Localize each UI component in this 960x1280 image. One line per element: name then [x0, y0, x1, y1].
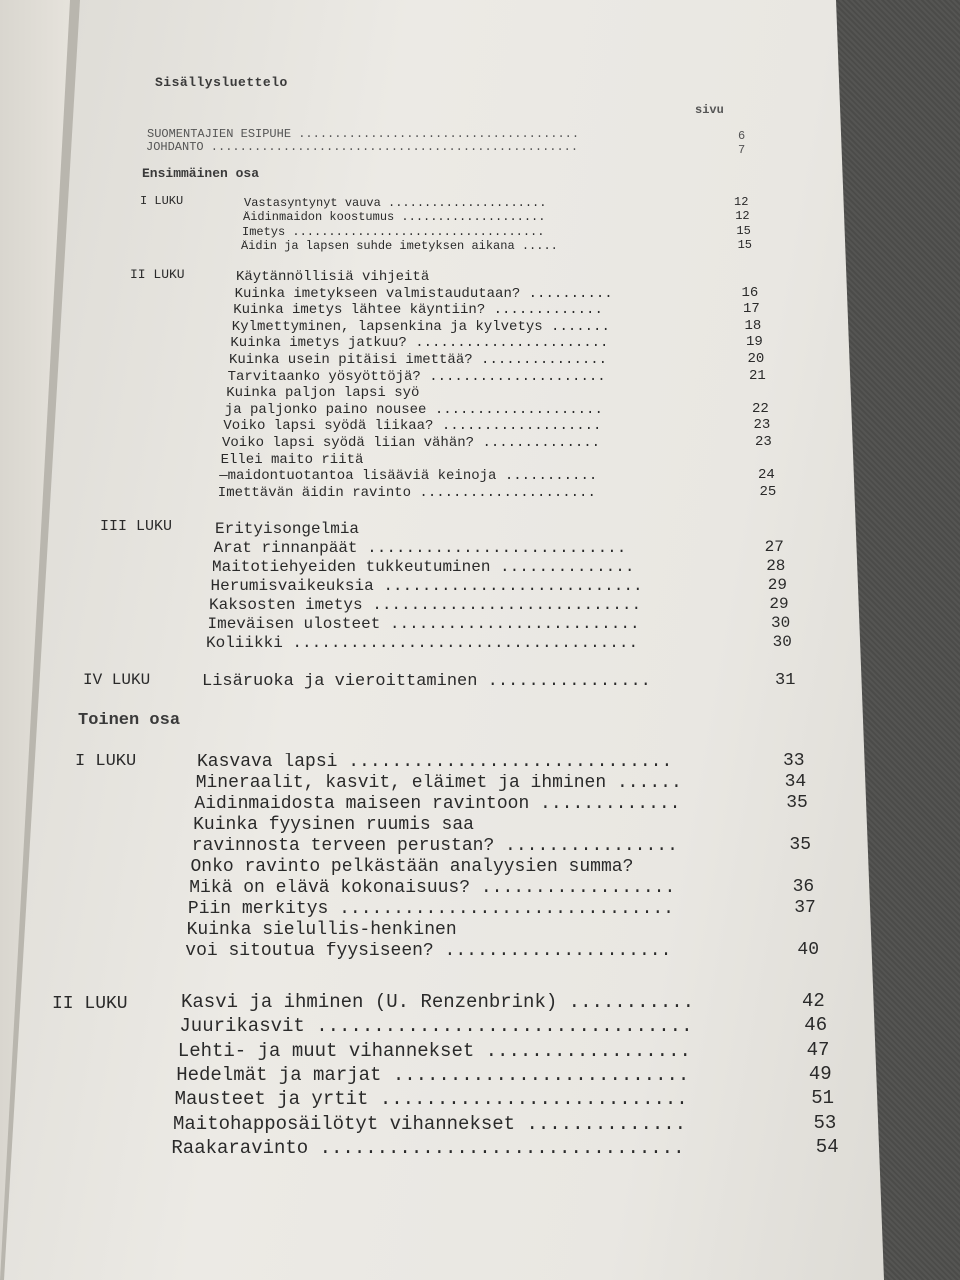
toc-entry-page: 46: [804, 1014, 828, 1037]
page-title: Sisällysluettelo: [155, 75, 288, 90]
part1-chapter-label: III LUKU: [100, 518, 173, 535]
toc-entry-title: ja paljonko paino nousee ....................: [224, 402, 603, 417]
toc-entry-page: 42: [802, 990, 825, 1012]
part2-title: Toinen osa: [78, 711, 181, 730]
toc-entry-title: Piin merkitys ...............................: [187, 900, 674, 918]
toc-entry-title: Mausteet ja yrtit ...........................: [174, 1090, 688, 1110]
toc-entry-page: 21: [749, 367, 766, 384]
part1-chapter-label: I LUKU: [140, 194, 184, 208]
toc-entry-title: Ellei maito riitä: [220, 451, 364, 468]
toc-entry-title: Kuinka usein pitäisi imettää? ...............: [229, 353, 608, 367]
toc-entry-title: Äidinmaidon koostumus ....................: [243, 211, 546, 224]
toc-entry-page: 27: [764, 538, 784, 556]
toc-entry-title: Kuinka paljon lapsi syö: [226, 385, 420, 402]
toc-entry-title: Herumisvaikeuksia ...........................: [210, 578, 643, 594]
toc-entry-page: 12: [735, 209, 750, 224]
part2-chapter-label: I LUKU: [75, 752, 137, 771]
toc-entry-page: 16: [741, 284, 759, 301]
toc-entry-title: Raakaravinto ................................: [171, 1138, 685, 1158]
toc-entry-page: 28: [766, 557, 786, 575]
toc-entry-page: 22: [752, 400, 769, 417]
part2-chapter-label: II LUKU: [52, 994, 128, 1014]
toc-entry-page: 34: [784, 772, 807, 792]
toc-entry-page: 30: [772, 633, 792, 651]
toc-entry-title: ravinnosta terveen perustan? ................: [191, 837, 678, 855]
toc-entry-page: 51: [811, 1087, 834, 1110]
toc-entry-title: Erityisongelmia: [215, 520, 360, 538]
toc-entry-page: 15: [737, 237, 752, 252]
toc-entry-title: Äidinmaidosta maiseen ravintoon .............: [194, 795, 681, 813]
toc-entry-title: Voiko lapsi syödä liikaa? ...................: [223, 419, 602, 434]
toc-entry-page: 18: [744, 317, 762, 334]
toc-entry-title: Arat rinnanpäät ...........................: [213, 540, 627, 556]
toc-entry-page: 15: [736, 223, 751, 238]
toc-entry-title: Käytännöllisiä vihjeitä: [236, 269, 430, 285]
toc-entry-title: Imetys ...................................: [242, 225, 545, 238]
toc-entry-title: Hedelmät ja marjat ..........................: [176, 1065, 690, 1085]
toc-entry-title: Koliikki ....................................: [206, 635, 639, 651]
toc-entry-title: Imeväisen ulosteet ..........................: [207, 616, 640, 632]
part1-chapter-label: II LUKU: [130, 267, 185, 282]
front-matter-johdanto: JOHDANTO ...................................................: [146, 140, 579, 154]
toc-entry-title: Juurikasvit .................................: [179, 1017, 693, 1037]
page-column-label: sivu: [695, 103, 724, 117]
toc-entry-title: Mikä on elävä kokonaisuus? ..................: [189, 879, 676, 897]
toc-entry-title: Äidin ja lapsen suhde imetyksen aikana .....: [241, 239, 558, 252]
toc-entry-title: Onko ravinto pelkästään analyysien summa?: [190, 857, 634, 877]
toc-entry-page: 29: [767, 576, 787, 594]
toc-entry-page: 23: [755, 434, 772, 450]
toc-entry-page: 31: [775, 671, 796, 690]
toc-entry-title: Maitohapposäilötyt vihannekset ..............: [173, 1114, 687, 1134]
toc-entry-page: 12: [734, 195, 749, 209]
toc-entry-title: Kuinka imetys jatkuu? .......................: [230, 336, 609, 351]
toc-entry-page: 54: [815, 1135, 839, 1158]
front-matter-johdanto-page: 7: [738, 143, 746, 157]
toc-entry-title: Kuinka fyysinen ruumis saa: [193, 815, 474, 835]
toc-entry-page: 49: [808, 1062, 832, 1085]
front-matter-esipuhe: SUOMENTAJIEN ESIPUHE .......................................: [147, 127, 580, 141]
toc-entry-title: Kaksosten imetys ............................: [209, 597, 642, 613]
toc-entry-page: 17: [743, 301, 760, 318]
toc-entry-page: 40: [797, 940, 819, 960]
toc-entry-title: Kuinka imetykseen valmistaudutaan? ..........: [234, 286, 613, 301]
toc-entry-page: 20: [747, 351, 765, 367]
toc-entry-page: 35: [789, 835, 811, 855]
toc-entry-title: Lehti- ja muut vihannekset ..................: [177, 1041, 691, 1061]
toc-entry-page: 24: [758, 467, 775, 484]
toc-entry-page: 37: [794, 898, 816, 918]
toc-entry-title: Mineraalit, kasvit, eläimet ja ihminen ......: [195, 774, 682, 792]
toc-entry-page: 36: [792, 877, 815, 897]
toc-entry-page: 33: [783, 751, 805, 771]
toc-entry-title: Lisäruoka ja vieroittaminen ................: [202, 673, 651, 690]
toc-entry-title: Maitotiehyeiden tukkeutuminen ..............: [212, 559, 635, 575]
front-matter-esipuhe-page: 6: [738, 129, 746, 143]
toc-entry-title: Imettävän äidin ravinto .....................: [217, 485, 596, 500]
toc-entry-title: voi sitoutua fyysiseen? .....................: [185, 942, 672, 960]
part1-title: Ensimmäinen osa: [142, 166, 260, 181]
toc-entry-page: 35: [786, 793, 808, 813]
toc-entry-title: Kuinka sielullis-henkinen: [186, 920, 457, 940]
toc-entry-page: 25: [759, 483, 777, 500]
toc-entry-page: 53: [813, 1111, 837, 1134]
toc-entry-title: Kasvava lapsi ..............................: [197, 753, 673, 771]
toc-entry-title: Tarvitaanko yösyöttöjä? .....................: [227, 369, 606, 384]
toc-entry-title: Kuinka imetys lähtee käyntiin? .............: [233, 303, 603, 318]
toc-entry-page: 30: [771, 614, 791, 632]
toc-entry-title: Kylmettyminen, lapsenkina ja kylvetys .......: [231, 319, 610, 334]
toc-entry-title: Vastasyntynyt vauva ......................: [244, 197, 547, 209]
part1-chapter-label: IV LUKU: [83, 671, 151, 689]
toc-entry-page: 29: [769, 595, 789, 613]
toc-entry-page: 47: [806, 1038, 830, 1061]
toc-entry-page: 19: [746, 334, 763, 351]
toc-entry-title: Voiko lapsi syödä liian vähän? ..............: [222, 436, 601, 450]
toc-entry-title: Kasvi ja ihminen (U. Renzenbrink) ...........: [181, 993, 695, 1012]
toc-entry-page: 23: [753, 417, 771, 434]
toc-entry-title: —maidontuotantoa lisääviä keinoja ...........: [219, 469, 598, 484]
